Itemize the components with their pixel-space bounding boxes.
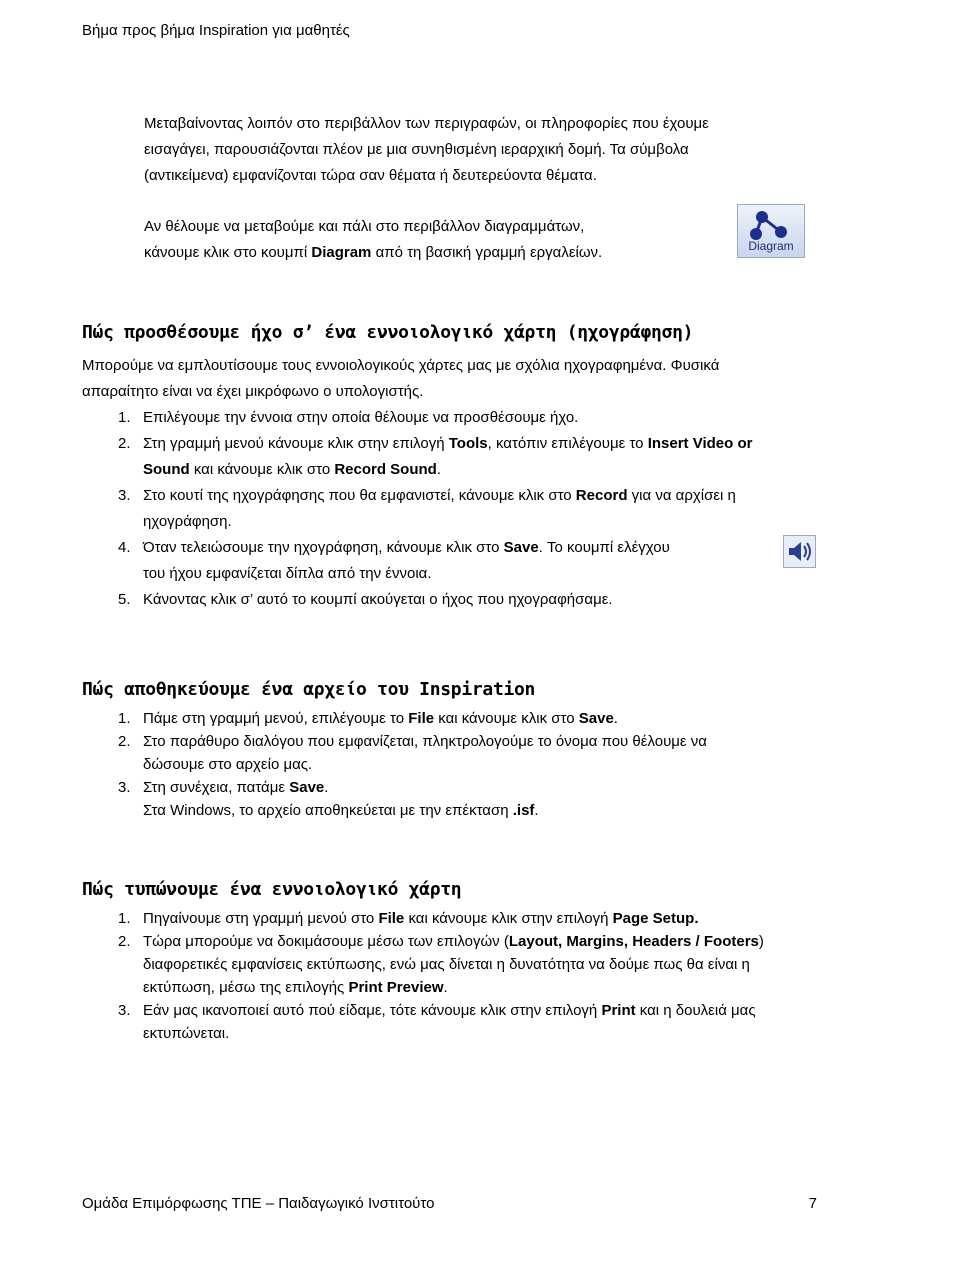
save-steps-list (82, 707, 882, 822)
list-text: εκτυπώνεται. (143, 1025, 230, 1042)
list-text: του ήχου εμφανίζεται δίπλα από την έννοια. (143, 565, 432, 582)
list-text: Στη γραμμή μενού κάνουμε κλικ στην επιλογή Tools, κατόπιν επιλέγουμε το Insert Video or (143, 435, 753, 452)
diagram-text-line (144, 240, 602, 266)
speaker-icon (784, 536, 815, 567)
list-text: δώσουμε στο αρχείο μας. (143, 756, 313, 773)
list-text: ηχογράφηση. (143, 513, 232, 530)
list-text: διαφορετικές εμφανίσεις εκτύπωσης, ενώ μας δίνεται η δυνατότητα να δούμε πως θα είναι η (143, 956, 750, 973)
list-text: εκτύπωση, μέσω της επιλογής Print Preview. (143, 979, 448, 996)
diagram-button[interactable] (737, 204, 805, 258)
footer-text: Ομάδα Επιμόρφωσης ΤΠΕ – Παιδαγωγικό Ινστιτούτο (82, 1195, 435, 1212)
diagram-button-label: Diagram (748, 239, 794, 253)
intro-line: εισαγάγει, παρουσιάζονται πλέον με μια συνηθισμένη ιεραρχική δομή. Τα σύμβολα (144, 141, 689, 158)
sound-intro-line: Μπορούμε να εμπλουτίσουμε τους εννοιολογικούς χάρτες μας με σχόλια ηχογραφημένα. Φυσικά (82, 357, 720, 374)
diagram-text-line: Αν θέλουμε να μεταβούμε και πάλι στο περιβάλλον διαγραμμάτων, (144, 218, 585, 235)
list-text: Επιλέγουμε την έννοια στην οποία θέλουμε να προσθέσουμε ήχο. (143, 409, 579, 426)
list-text: Sound και κάνουμε κλικ στο Record Sound. (143, 461, 442, 478)
list-number: 5. (118, 591, 131, 608)
list-item (82, 776, 882, 822)
list-text: Στη συνέχεια, πατάμε Save. (143, 779, 329, 796)
intro-paragraph (144, 111, 709, 189)
list-number: 4. (118, 539, 131, 556)
list-item (82, 730, 882, 776)
list-text: Κάνοντας κλικ σ’ αυτό το κουμπί ακούγεται ο ήχος που ηχογραφήσαμε. (143, 591, 613, 608)
list-item (82, 535, 882, 587)
list-text: Στο κουτί της ηχογράφησης που θα εμφανιστεί, κάνουμε κλικ στο Record για να αρχίσει η (143, 487, 736, 504)
list-number: 1. (118, 710, 131, 727)
list-text: Εάν μας ικανοποιεί αυτό πού είδαμε, τότε κάνουμε κλικ στην επιλογή Print και η δουλειά μας (143, 1002, 756, 1019)
list-item (82, 999, 882, 1045)
list-number: 3. (118, 1002, 131, 1019)
page-footer (82, 1195, 817, 1212)
list-number: 1. (118, 910, 131, 927)
diagram-paragraph (144, 214, 602, 266)
diagram-keyword: Diagram (311, 244, 372, 261)
list-item (82, 431, 882, 483)
list-number: 3. (118, 487, 131, 504)
page-header: Βήμα προς βήμα Inspiration για μαθητές (82, 22, 350, 39)
list-number: 2. (118, 435, 131, 452)
sound-control-button[interactable] (783, 535, 816, 568)
list-number: 2. (118, 933, 131, 950)
list-text: Πηγαίνουμε στη γραμμή μενού στο File και κάνουμε κλικ στην επιλογή Page Setup. (143, 910, 699, 927)
list-text: Όταν τελειώσουμε την ηχογράφηση, κάνουμε κλικ στο Save. Το κουμπί ελέγχου (143, 539, 670, 556)
list-item (82, 587, 882, 613)
diagram-icon (738, 207, 806, 243)
list-text: Στο παράθυρο διαλόγου που εμφανίζεται, πληκτρολογούμε το όνομα που θέλουμε να (143, 733, 707, 750)
section-heading-save: Πώς αποθηκεύουμε ένα αρχείο του Inspiration (82, 679, 536, 700)
list-item (82, 405, 882, 431)
list-number: 1. (118, 409, 131, 426)
text-run: από τη βασική γραμμή εργαλείων. (371, 244, 603, 261)
section-heading-print: Πώς τυπώνουμε ένα εννοιολογικό χάρτη (82, 879, 462, 900)
list-number: 2. (118, 733, 131, 750)
intro-line: (αντικείμενα) εμφανίζονται τώρα σαν θέματα ή δευτερεύοντα θέματα. (144, 167, 597, 184)
section-heading-sound: Πώς προσθέσουμε ήχο σ’ ένα εννοιολογικό χάρτη (ηχογράφηση) (82, 322, 694, 343)
list-text: Πάμε στη γραμμή μενού, επιλέγουμε το File και κάνουμε κλικ στο Save. (143, 710, 618, 727)
list-item (82, 930, 882, 999)
print-steps-list (82, 907, 882, 1045)
text-run: κάνουμε κλικ στο κουμπί (144, 244, 312, 261)
list-item (82, 707, 882, 730)
sound-intro-line: απαραίτητο είναι να έχει μικρόφωνο ο υπολογιστής. (82, 383, 424, 400)
sound-steps-list (82, 405, 882, 613)
list-item (82, 907, 882, 930)
page-number: 7 (808, 1195, 817, 1212)
intro-line: Μεταβαίνοντας λοιπόν στο περιβάλλον των περιγραφών, οι πληροφορίες που έχουμε (144, 115, 709, 132)
list-item (82, 483, 882, 535)
list-text: Τώρα μπορούμε να δοκιμάσουμε μέσω των επιλογών (Layout, Margins, Headers / Footers) (143, 933, 764, 950)
list-number: 3. (118, 779, 131, 796)
sound-intro (82, 353, 719, 405)
list-text: Στα Windows, το αρχείο αποθηκεύεται με την επέκταση .isf. (143, 802, 539, 819)
